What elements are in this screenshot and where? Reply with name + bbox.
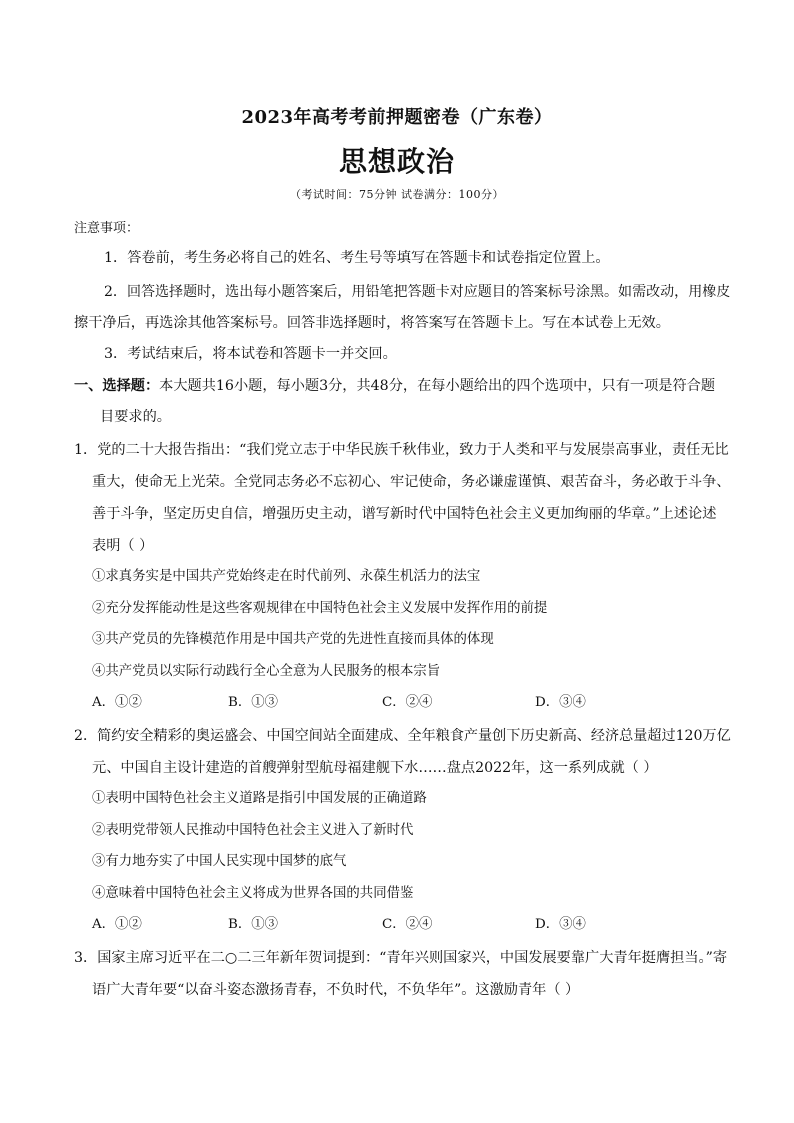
section-instructions: 本大题共16小题，每小题3分，共48分，在每小题给出的四个选项中，只有一项是符合题 [159, 378, 716, 394]
q1-statement-4: ④共产党员以实际行动践行全心全意为人民服务的根本宗旨 [92, 664, 441, 679]
q1-statement-1: ①求真务实是中国共产党始终走在时代前列、永葆生机活力的法宝 [92, 569, 481, 584]
q1-choice-d[interactable]: D．③④ [535, 695, 586, 710]
subject-title: 思想政治 [338, 145, 455, 178]
note-item-2-cont: 擦干净后，再选涂其他答案标号。回答非选择题时，将答案写在答题卡上。写在本试卷上无效。 [74, 315, 670, 331]
q1-statement-2: ②充分发挥能动性是这些客观规律在中国特色社会主义发展中发挥作用的前提 [92, 601, 548, 616]
q2-choice-c[interactable]: C．②④ [382, 917, 433, 932]
exam-info: （考试时间：75分钟 试卷满分：100分） [290, 188, 504, 201]
section-heading [74, 376, 715, 396]
q1-stem-line-4: 表明（ ） [92, 538, 154, 554]
q1-stem-line-1: 1．党的二十大报告指出：“我们党立志于中华民族千秋伟业，致力于人类和平与发展崇高事业，责任无比 [74, 442, 729, 458]
q1-stem-line-3: 善于斗争，坚定历史自信，增强历史主动，谱写新时代中国特色社会主义更加绚丽的华章。”上述论述 [92, 506, 717, 522]
q2-choice-b[interactable]: B．①③ [228, 917, 279, 932]
q2-statement-3: ③有力地夯实了中国人民实现中国梦的底气 [92, 854, 347, 869]
q3-stem-line-1: 3．国家主席习近平在二○二三年新年贺词提到：“青年兴则国家兴，中国发展要靠广大青年挺膺担当。”寄 [74, 950, 728, 966]
q2-choice-d[interactable]: D．③④ [535, 917, 586, 932]
q2-statement-4: ④意味着中国特色社会主义将成为世界各国的共同借鉴 [92, 886, 414, 901]
q2-choice-a[interactable]: A．①② [92, 917, 142, 932]
q1-choice-c[interactable]: C．②④ [382, 695, 433, 710]
section-prefix: 一、选择题： [74, 378, 160, 394]
q1-choice-b[interactable]: B．①③ [228, 695, 279, 710]
q2-statement-2: ②表明党带领人民推动中国特色社会主义进入了新时代 [92, 823, 414, 838]
exam-title: 2023年高考考前押题密卷（广东卷） [241, 107, 553, 128]
q1-choices [92, 693, 692, 713]
section-instructions-cont: 目要求的。 [100, 409, 171, 425]
q1-choice-a[interactable]: A．①② [92, 695, 142, 710]
note-item-2: 2．回答选择题时，选出每小题答案后，用铅笔把答题卡对应题目的答案标号涂黑。如需改动，用橡皮 [104, 284, 731, 300]
q3-stem-line-2: 语广大青年要“以奋斗姿态激扬青春，不负时代，不负华年”。这激励青年（ ） [92, 982, 580, 998]
note-item-3: 3．考试结束后，将本试卷和答题卡一并交回。 [104, 346, 397, 362]
q2-stem-line-2: 元、中国自主设计建造的首艘弹射型航母福建舰下水……盘点2022年，这一系列成就（ ） [92, 760, 658, 776]
q1-statement-3: ③共产党员的先锋模范作用是中国共产党的先进性直接而具体的体现 [92, 632, 494, 647]
q1-stem-line-2: 重大，使命无上光荣。全党同志务必不忘初心、牢记使命，务必谦虚谨慎、艰苦奋斗，务必敢于斗争、 [92, 474, 731, 490]
q2-choices [92, 915, 692, 935]
q2-statement-1: ①表明中国特色社会主义道路是指引中国发展的正确道路 [92, 791, 427, 806]
q2-stem-line-1: 2．简约安全精彩的奥运盛会、中国空间站全面建成、全年粮食产量创下历史新高、经济总量超过120万亿 [74, 728, 731, 744]
notes-heading: 注意事项： [74, 221, 140, 236]
note-item-1: 1．答卷前，考生务必将自己的姓名、考生号等填写在答题卡和试卷指定位置上。 [104, 250, 610, 266]
